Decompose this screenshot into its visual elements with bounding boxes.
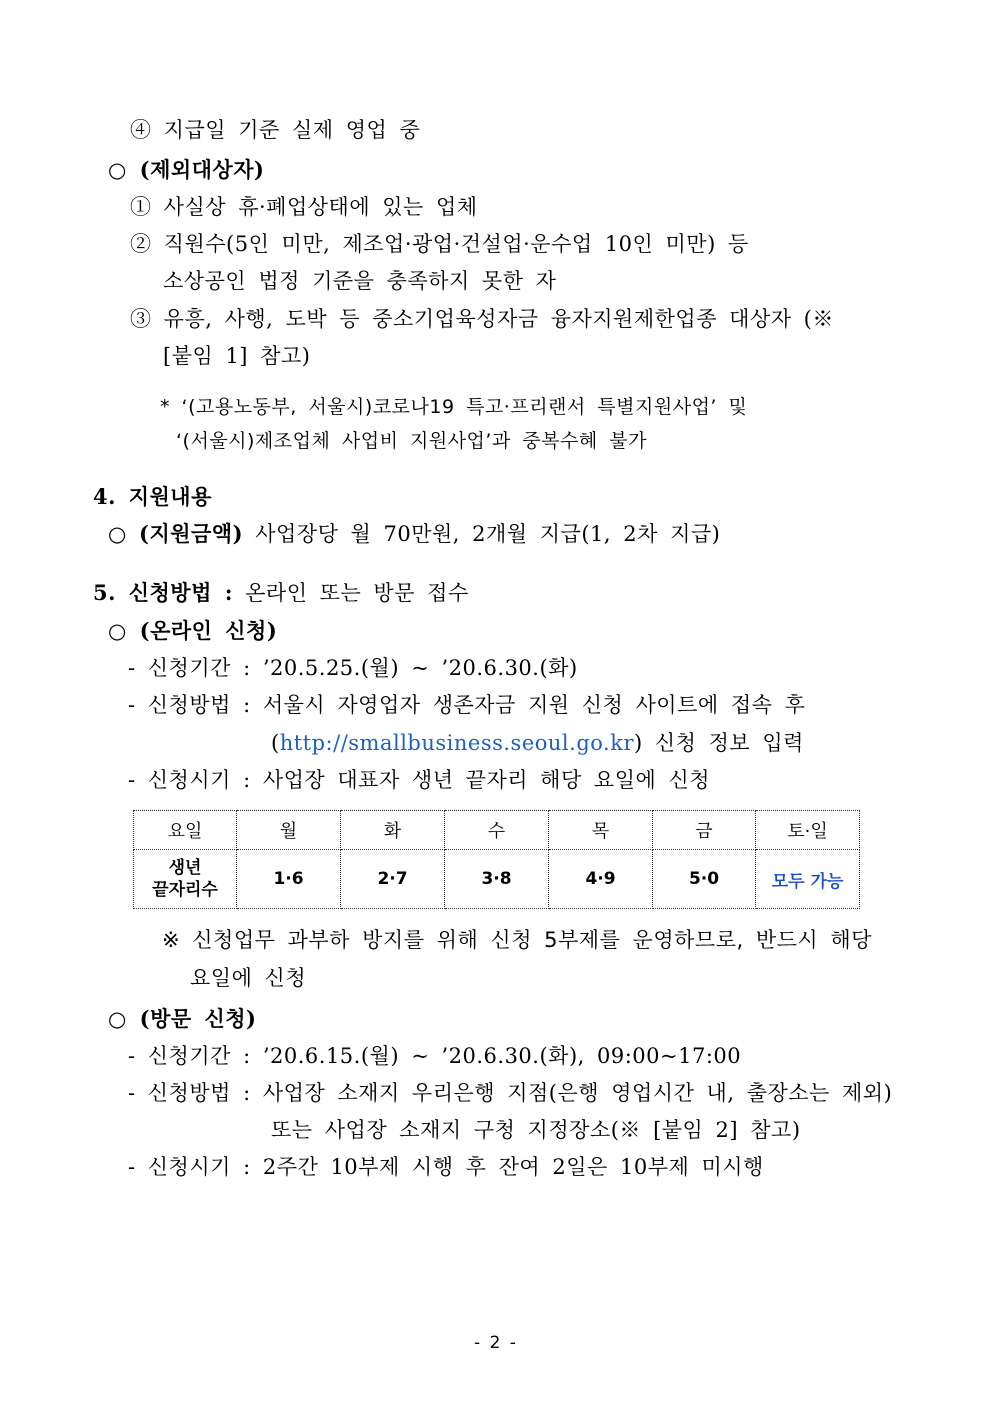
exclusions-heading <box>108 156 264 184</box>
section-5-title <box>93 579 469 607</box>
online-heading <box>108 617 277 645</box>
exclusion-item-1: ① 사실상 휴·폐업상태에 있는 업체 <box>130 195 478 219</box>
table-header-day: 금 <box>653 811 756 850</box>
table-header-day: 화 <box>341 811 445 850</box>
exclusion-note-line1: * ‘(고용노동부, 서울시)코로나19 특고·프리랜서 특별지원사업’ 및 <box>160 396 748 418</box>
table-cell-digits: 1·6 <box>237 850 341 909</box>
visit-method-line1: - 신청방법 : 사업장 소재지 우리은행 지점(은행 영업시간 내, 출장소는 제외) <box>128 1081 893 1105</box>
table-header-day: 월 <box>237 811 341 850</box>
bullet-circle: ○ <box>108 618 127 643</box>
online-method-line2-rest: ) 신청 정보 입력 <box>633 731 804 755</box>
online-timing: - 신청시기 : 사업장 대표자 생년 끝자리 해당 요일에 신청 <box>128 768 711 792</box>
notice-line1: ※ 신청업무 과부하 방지를 위해 신청 5부제를 운영하므로, 반드시 해당 <box>162 928 872 952</box>
table-cell-all-available: 모두 가능 <box>756 850 860 909</box>
table-header-label: 요일 <box>134 811 237 850</box>
table-cell-digits: 4·9 <box>549 850 653 909</box>
visit-period: - 신청기간 : ’20.6.15.(월) ~ ’20.6.30.(화), 09:00~17:00 <box>128 1044 742 1068</box>
table-header-row <box>134 811 860 850</box>
table-row-label-line2: 끝자리수 <box>152 880 218 900</box>
exclusion-item-2-line1: ② 직원수(5인 미만, 제조업·광업·건설업·운수업 10인 미만) 등 <box>130 232 749 256</box>
exclusions-heading-text: (제외대상자) <box>139 157 265 182</box>
table-header-day: 토·일 <box>756 811 860 850</box>
visit-heading-text: (방문 신청) <box>139 1006 257 1031</box>
section-5-title-label: 5. 신청방법 : <box>93 580 233 605</box>
paren-open: ( <box>271 731 280 755</box>
weekday-schedule-table <box>133 810 860 909</box>
table-cell-digits: 5·0 <box>653 850 756 909</box>
bullet-circle: ○ <box>108 522 127 546</box>
page-number: - 2 - <box>474 1333 518 1353</box>
visit-heading <box>108 1005 256 1033</box>
bullet-circle: ○ <box>108 1006 127 1031</box>
table-row-label-line1: 생년 <box>168 858 202 878</box>
eligibility-item-4: ④ 지급일 기준 실제 영업 중 <box>130 118 421 142</box>
table-cell-digits: 3·8 <box>445 850 549 909</box>
table-header-day: 목 <box>549 811 653 850</box>
table-row-label <box>134 850 237 909</box>
support-amount-label: (지원금액) <box>139 521 244 546</box>
exclusion-note-line2: ‘(서울시)제조업체 사업비 지원사업’과 중복수혜 불가 <box>176 430 647 452</box>
site-url-link[interactable]: http://smallbusiness.seoul.go.kr <box>279 731 634 755</box>
table-cell-digits: 2·7 <box>341 850 445 909</box>
exclusion-item-3-line2: [붙임 1] 참고) <box>163 344 311 368</box>
table-header-day: 수 <box>445 811 549 850</box>
visit-method-line2: 또는 사업장 소재지 구청 지정장소(※ [붙임 2] 참고) <box>271 1118 801 1142</box>
online-heading-text: (온라인 신청) <box>139 618 278 643</box>
section-4-title: 4. 지원내용 <box>93 484 212 509</box>
bullet-circle: ○ <box>108 157 127 182</box>
visit-timing: - 신청시기 : 2주간 10부제 시행 후 잔여 2일은 10부제 미시행 <box>128 1155 764 1179</box>
support-amount <box>108 520 720 548</box>
table-row <box>134 850 860 909</box>
support-amount-text: 사업장당 월 70만원, 2개월 지급(1, 2차 지급) <box>255 522 721 546</box>
notice-line2: 요일에 신청 <box>190 966 307 990</box>
exclusion-item-3-line1: ③ 유흥, 사행, 도박 등 중소기업육성자금 융자지원제한업종 대상자 (※ <box>130 307 834 331</box>
online-period: - 신청기간 : ’20.5.25.(월) ~ ’20.6.30.(화) <box>128 656 578 680</box>
section-5-title-rest: 온라인 또는 방문 접수 <box>245 581 469 605</box>
exclusion-item-2-line2: 소상공인 법정 기준을 충족하지 못한 자 <box>163 269 557 293</box>
online-method-line1: - 신청방법 : 서울시 자영업자 생존자금 지원 신청 사이트에 접속 후 <box>128 693 806 717</box>
online-method-line2 <box>271 729 804 757</box>
